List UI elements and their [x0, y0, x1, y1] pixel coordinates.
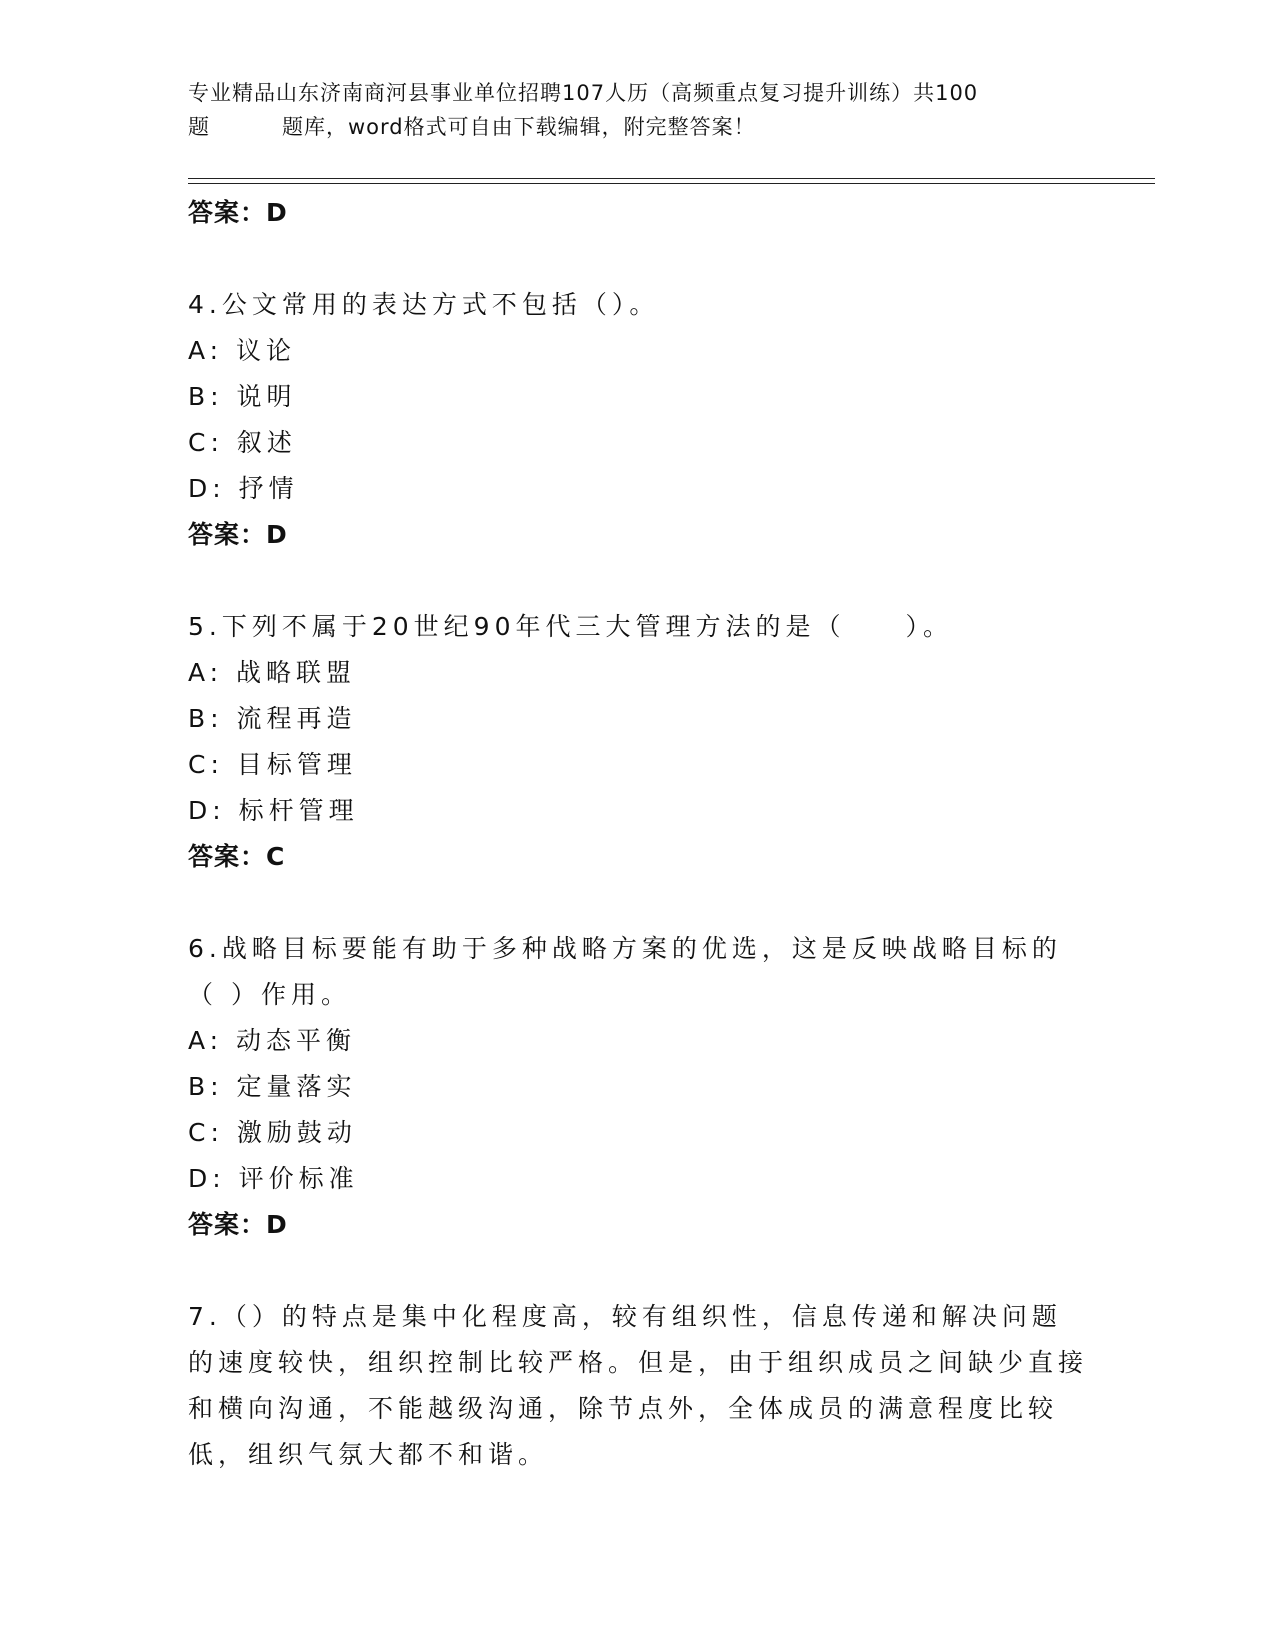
answer-line: 答案：C: [188, 842, 286, 871]
option-c: C: 目标管理: [188, 750, 357, 779]
question-item: [188, 926, 1088, 1248]
question-item: [188, 282, 1088, 558]
option-b: B: 说明: [188, 382, 297, 411]
answer-line: 答案：D: [188, 1210, 288, 1239]
option-d: D: 抒情: [188, 474, 299, 503]
header-divider-bottom: [188, 183, 1155, 184]
option-d: D: 评价标准: [188, 1164, 359, 1193]
question-stem: 4.公文常用的表达方式不包括（）。: [188, 290, 660, 319]
page-header: [188, 76, 1088, 144]
header-title-line-2: [188, 110, 1088, 144]
answer-line: 答案：D: [188, 198, 288, 227]
question-stem: 6.战略目标要能有助于多种战略方案的优选，这是反映战略目标的（ ）作用。: [188, 934, 1062, 1009]
header-title-line-2-right: 题库，word格式可自由下载编辑，附完整答案！: [282, 115, 756, 139]
option-a: A: 战略联盟: [188, 658, 357, 687]
option-b: B: 流程再造: [188, 704, 357, 733]
answer-line: 答案：D: [188, 520, 288, 549]
header-title-line-1: 专业精品山东济南商河县事业单位招聘107人历（高频重点复习提升训练）共100: [188, 81, 979, 105]
header-divider-top: [188, 178, 1155, 179]
option-a: A: 动态平衡: [188, 1026, 357, 1055]
question-stem: 7.（）的特点是集中化程度高，较有组织性，信息传递和解决问题的速度较快，组织控制比较严格。但是，由于组织成员之间缺少直接和横向沟通，不能越级沟通，除节点外，全体成员的满意程度比较低，组织气氛大都不和谐。: [188, 1302, 1089, 1469]
question-item: [188, 604, 1088, 880]
option-c: C: 叙述: [188, 428, 297, 457]
option-d: D: 标杆管理: [188, 796, 359, 825]
question-list: [188, 190, 1088, 1478]
option-b: B: 定量落实: [188, 1072, 357, 1101]
header-title-line-2-left: 题: [188, 115, 210, 139]
question-item: [188, 1294, 1088, 1478]
option-a: A: 议论: [188, 336, 297, 365]
option-c: C: 激励鼓动: [188, 1118, 357, 1147]
question-stem: 5.下列不属于20世纪90年代三大管理方法的是（ ）。: [188, 612, 953, 641]
